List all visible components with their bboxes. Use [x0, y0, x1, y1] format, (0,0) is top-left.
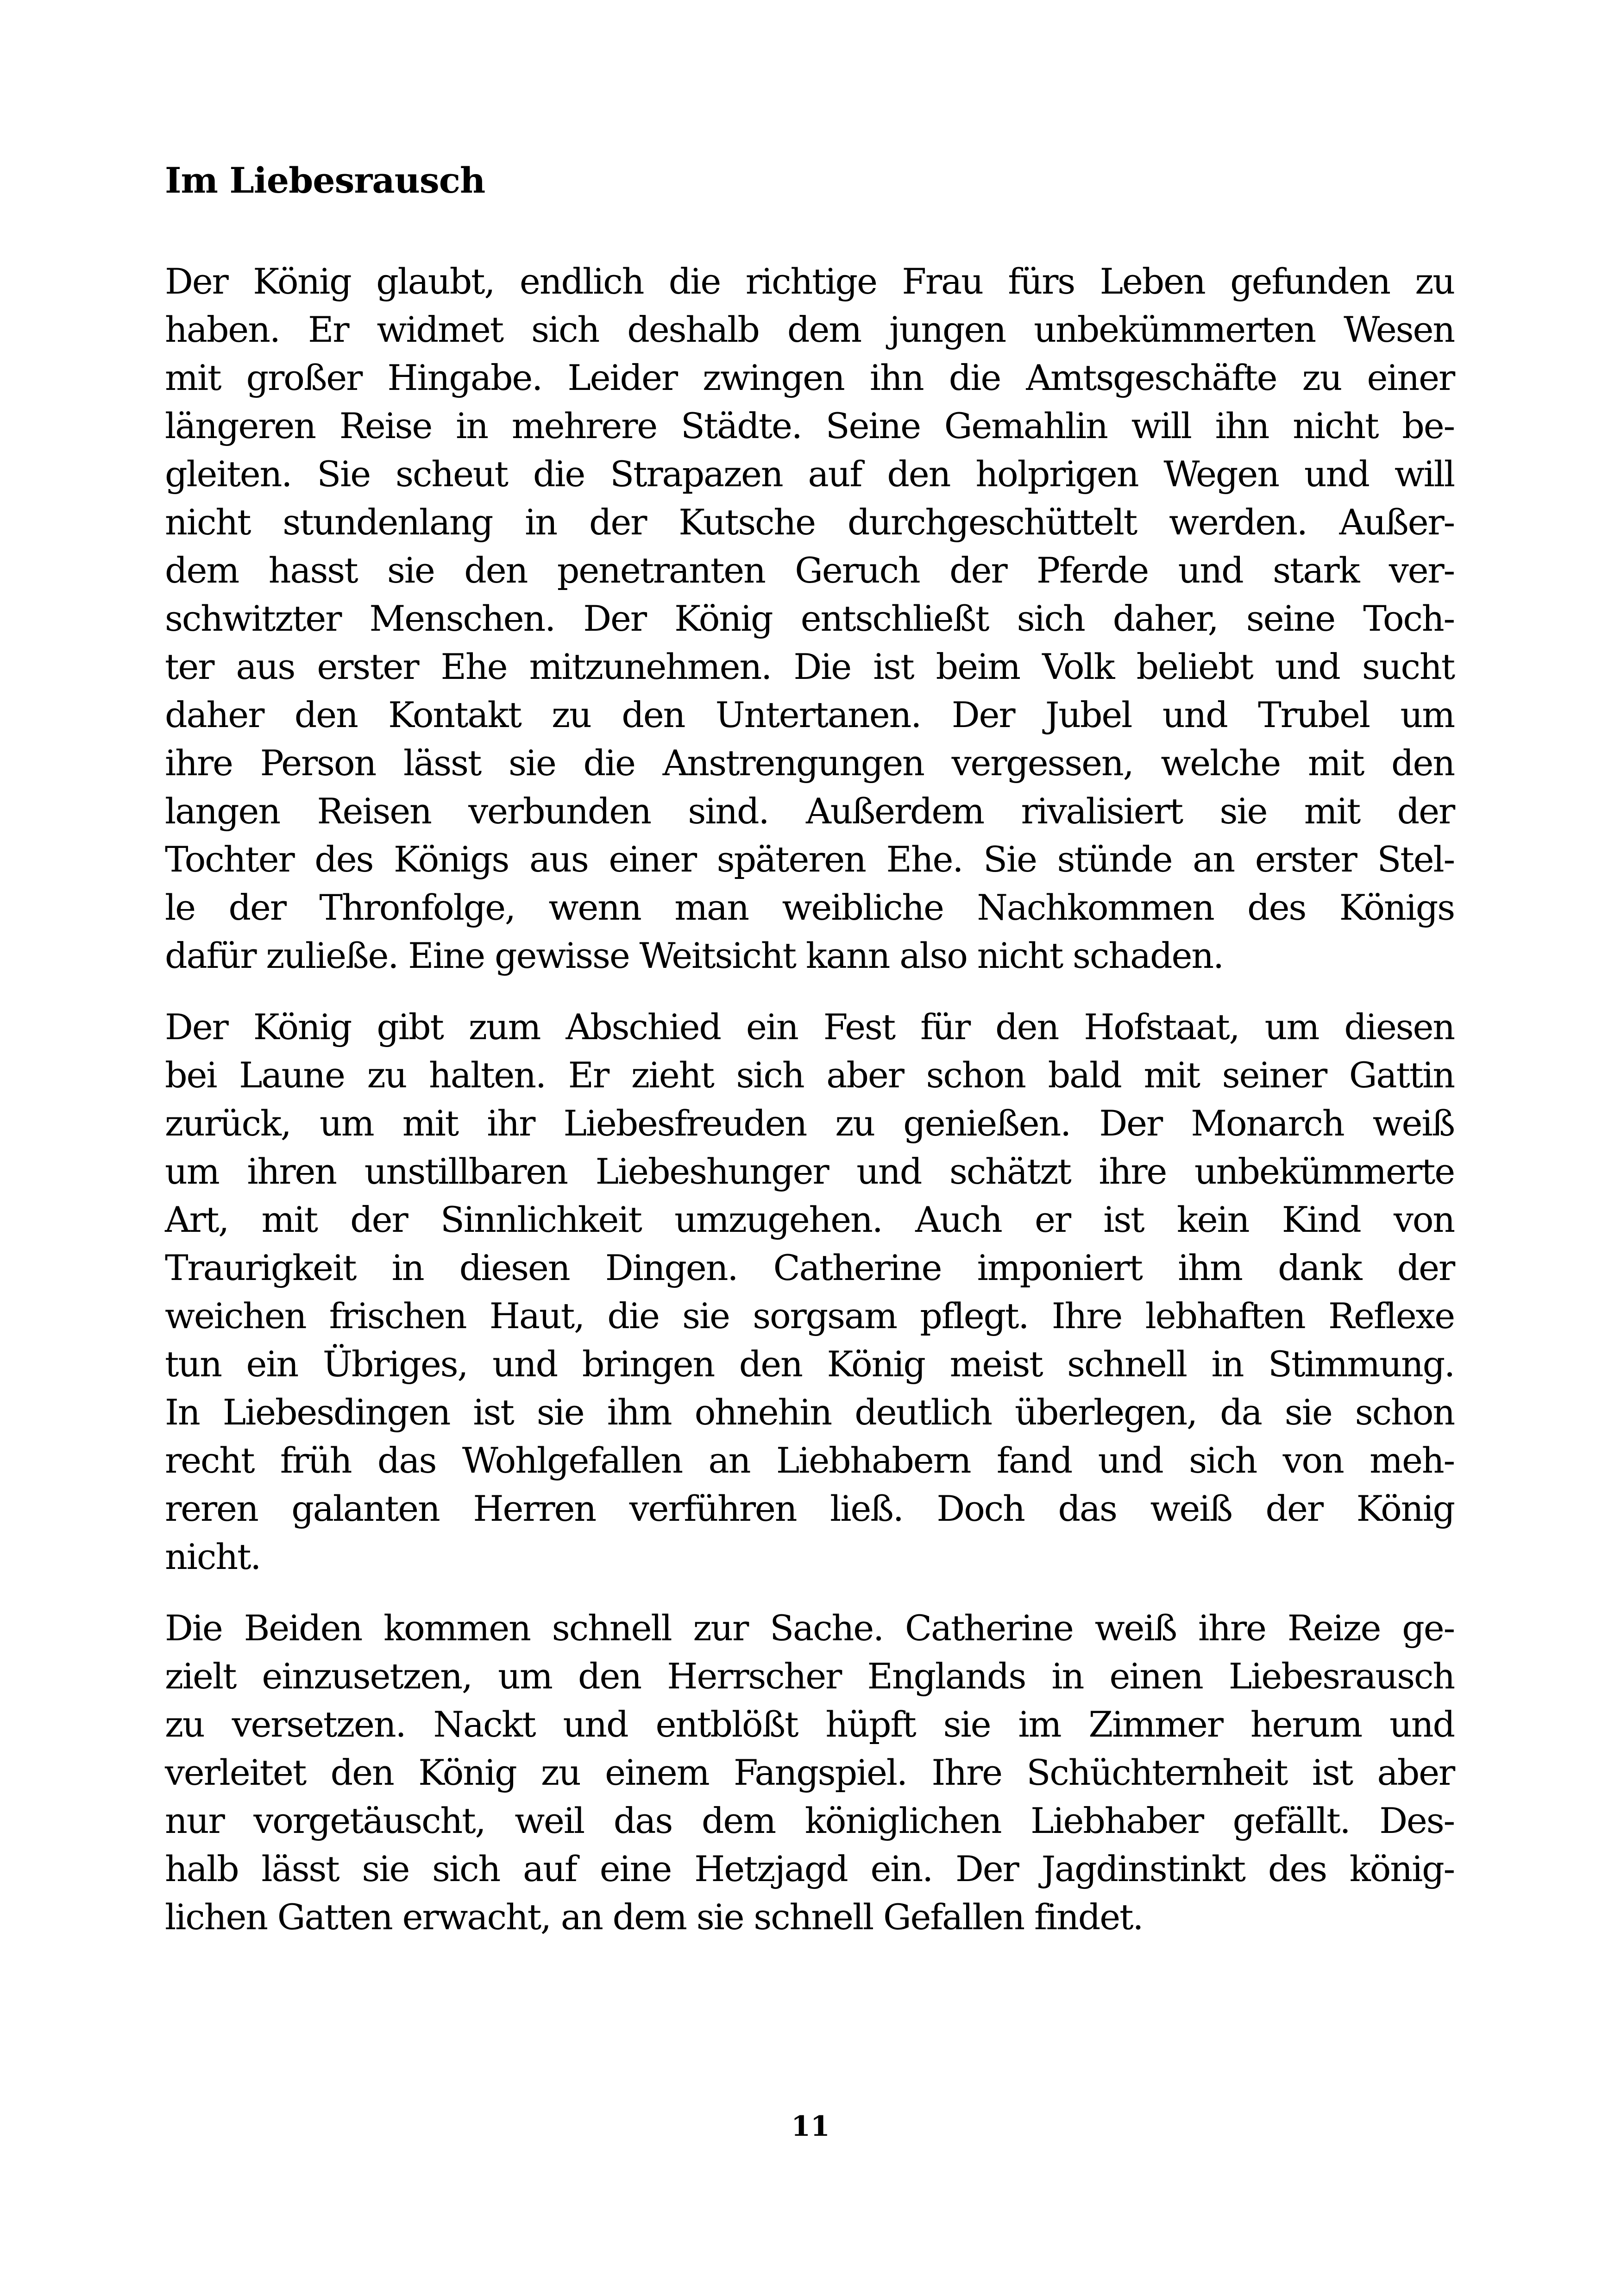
text-line: mit großer Hingabe. Leider zwingen ihn die Amtsgeschäfte zu einer — [165, 357, 1454, 398]
page-content — [165, 157, 1454, 1964]
text-line: recht früh das Wohlgefallen an Liebhabern fand und sich von meh- — [165, 1440, 1454, 1481]
text-line: lichen Gatten erwacht, an dem sie schnell Gefallen findet. — [165, 1896, 1143, 1938]
text-line: In Liebesdingen ist sie ihm ohnehin deutlich überlegen, da sie schon — [165, 1392, 1454, 1433]
text-line: reren galanten Herren verführen ließ. Doch das weiß der König — [165, 1488, 1454, 1529]
text-line: Traurigkeit in diesen Dingen. Catherine imponiert ihm dank der — [165, 1247, 1454, 1288]
paragraph-2 — [165, 1003, 1454, 1581]
text-line: dem hasst sie den penetranten Geruch der Pferde und stark ver- — [165, 550, 1454, 591]
text-line: le der Thronfolge, wenn man weibliche Nachkommen des Königs — [165, 887, 1454, 928]
text-line: Der König glaubt, endlich die richtige Frau fürs Leben gefunden zu — [165, 261, 1454, 302]
text-line: um ihren unstillbaren Liebeshunger und schätzt ihre unbekümmerte — [165, 1151, 1454, 1192]
text-line: halb lässt sie sich auf eine Hetzjagd ein. Der Jagdinstinkt des könig- — [165, 1848, 1454, 1889]
text-line: Art, mit der Sinnlichkeit umzugehen. Auch er ist kein Kind von — [165, 1199, 1454, 1240]
text-line: bei Laune zu halten. Er zieht sich aber schon bald mit seiner Gattin — [165, 1054, 1454, 1096]
paragraph-3 — [165, 1604, 1454, 1941]
text-line: haben. Er widmet sich deshalb dem jungen unbekümmerten Wesen — [165, 309, 1454, 350]
text-line: ter aus erster Ehe mitzunehmen. Die ist beim Volk beliebt und sucht — [165, 646, 1454, 687]
text-line: zurück, um mit ihr Liebesfreuden zu genießen. Der Monarch weiß — [165, 1103, 1454, 1144]
text-line: ihre Person lässt sie die Anstrengungen vergessen, welche mit den — [165, 742, 1454, 784]
text-line: nicht. — [165, 1536, 261, 1577]
text-line: gleiten. Sie scheut die Strapazen auf den holprigen Wegen und will — [165, 453, 1454, 495]
text-line: längeren Reise in mehrere Städte. Seine Gemahlin will ihn nicht be- — [165, 405, 1454, 446]
page-number: 11 — [791, 2110, 830, 2143]
paragraph-1 — [165, 257, 1454, 980]
text-line: langen Reisen verbunden sind. Außerdem rivalisiert sie mit der — [165, 790, 1454, 832]
text-line: daher den Kontakt zu den Untertanen. Der Jubel und Trubel um — [165, 694, 1454, 735]
text-line: Tochter des Königs aus einer späteren Ehe. Sie stünde an erster Stel- — [165, 839, 1454, 880]
text-line: zielt einzusetzen, um den Herrscher Englands in einen Liebesrausch — [165, 1656, 1454, 1697]
text-line: verleitet den König zu einem Fangspiel. Ihre Schüchternheit ist aber — [165, 1752, 1454, 1793]
text-line: weichen frischen Haut, die sie sorgsam pflegt. Ihre lebhaften Reflexe — [165, 1295, 1454, 1336]
text-line: zu versetzen. Nackt und entblößt hüpft sie im Zimmer herum und — [165, 1704, 1454, 1745]
text-line: nur vorgetäuscht, weil das dem königlichen Liebhaber gefällt. Des- — [165, 1800, 1454, 1841]
text-line: schwitzter Menschen. Der König entschließt sich daher, seine Toch- — [165, 598, 1454, 639]
text-line: nicht stundenlang in der Kutsche durchgeschüttelt werden. Außer- — [165, 502, 1454, 543]
text-line: dafür zuließe. Eine gewisse Weitsicht kann also nicht schaden. — [165, 935, 1223, 976]
text-line: tun ein Übriges, und bringen den König meist schnell in Stimmung. — [165, 1343, 1454, 1385]
text-line: Die Beiden kommen schnell zur Sache. Catherine weiß ihre Reize ge- — [165, 1607, 1454, 1649]
chapter-heading: Im Liebesrausch — [165, 160, 485, 201]
text-line: Der König gibt zum Abschied ein Fest für den Hofstaat, um diesen — [165, 1006, 1454, 1048]
